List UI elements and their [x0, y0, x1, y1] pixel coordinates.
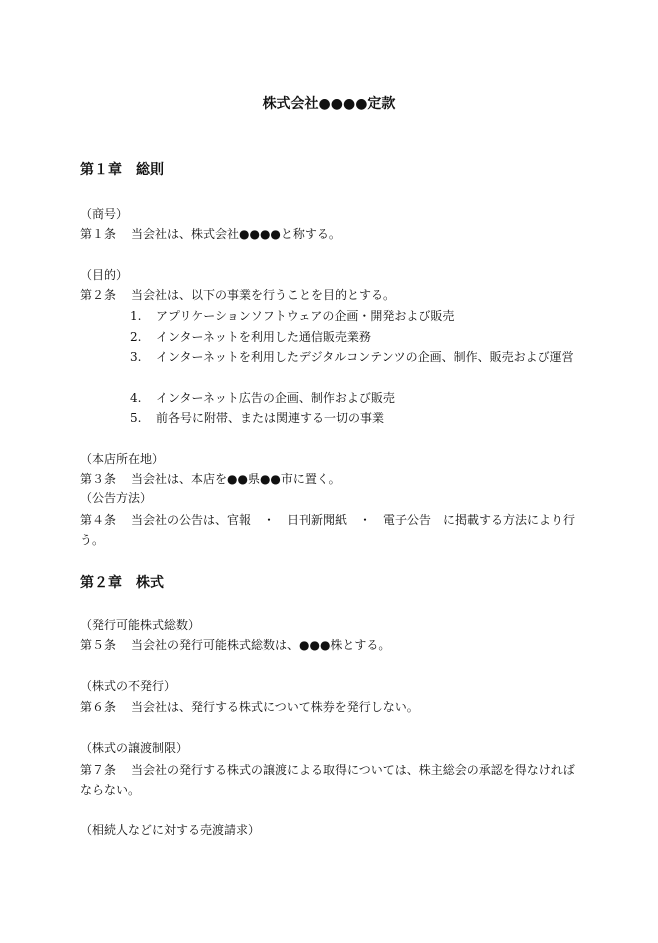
article-number: 第６条: [80, 700, 117, 714]
article-2-caption: （目的）: [80, 268, 129, 282]
list-item-text: インターネットを利用した通信販売業務: [156, 330, 371, 344]
article-5-caption: （発行可能株式総数）: [80, 618, 201, 632]
list-item-number: 4.: [130, 391, 142, 405]
article-text: 当会社の発行可能株式総数は、●●●株とする。: [131, 638, 391, 652]
article-number: 第４条: [80, 513, 117, 527]
list-item-number: 2.: [130, 330, 142, 344]
article-5: [80, 635, 580, 655]
article-number: 第３条: [80, 472, 117, 486]
chapter-title: 株式: [136, 575, 164, 591]
article-text: 当会社の公告は、官報 ・ 日刊新聞紙 ・ 電子公告 に掲載する方法により行う。: [80, 513, 576, 547]
chapter-number: 第２章: [80, 575, 122, 591]
article-6-caption: （株式の不発行）: [80, 679, 177, 693]
document-title: 株式会社●●●●定款: [262, 96, 396, 112]
list-item-number: 1.: [130, 309, 142, 323]
list-item: [130, 306, 582, 326]
article-text: 当会社は、株式会社●●●●と称する。: [131, 227, 341, 241]
list-item-text: アプリケーションソフトウェアの企画・開発および販売: [156, 309, 455, 323]
chapter-number: 第１章: [80, 162, 122, 178]
list-item: [130, 327, 582, 347]
article-6: [80, 697, 580, 717]
article-number: 第７条: [80, 763, 117, 777]
article-3-caption: （本店所在地）: [80, 452, 165, 466]
chapter-1-heading: [80, 160, 164, 180]
list-item-text: インターネット広告の企画、制作および販売: [156, 391, 395, 405]
article-4: [80, 510, 580, 550]
article-4-caption: （公告方法）: [80, 491, 153, 505]
chapter-2-heading: [80, 573, 164, 593]
article-number: 第５条: [80, 638, 117, 652]
list-item-number: 3.: [130, 350, 142, 364]
list-item: [130, 388, 582, 408]
article-text: 当会社の発行する株式の譲渡による取得については、株主総会の承認を得なければならない。: [80, 763, 575, 797]
article-3: [80, 469, 580, 489]
article-1: [80, 224, 580, 244]
list-item-text: 前各号に附帯、または関連する一切の事業: [156, 411, 385, 425]
article-7: [80, 760, 580, 800]
article-2: [80, 285, 580, 305]
article-text: 当会社は、以下の事業を行うことを目的とする。: [131, 288, 396, 302]
list-item-number: 5.: [130, 411, 142, 425]
list-item-text: インターネットを利用したデジタルコンテンツの企画、制作、販売および運営: [156, 350, 574, 364]
chapter-title: 総則: [136, 162, 164, 178]
article-1-caption: （商号）: [80, 207, 129, 221]
list-item: [130, 347, 582, 367]
article-8-caption: （相続人などに対する売渡請求）: [80, 823, 261, 837]
article-text: 当会社は、発行する株式について株券を発行しない。: [131, 700, 419, 714]
article-7-caption: （株式の譲渡制限）: [80, 741, 189, 755]
article-text: 当会社は、本店を●●県●●市に置く。: [131, 472, 341, 486]
article-number: 第２条: [80, 288, 117, 302]
article-number: 第１条: [80, 227, 117, 241]
list-item: [130, 408, 582, 428]
